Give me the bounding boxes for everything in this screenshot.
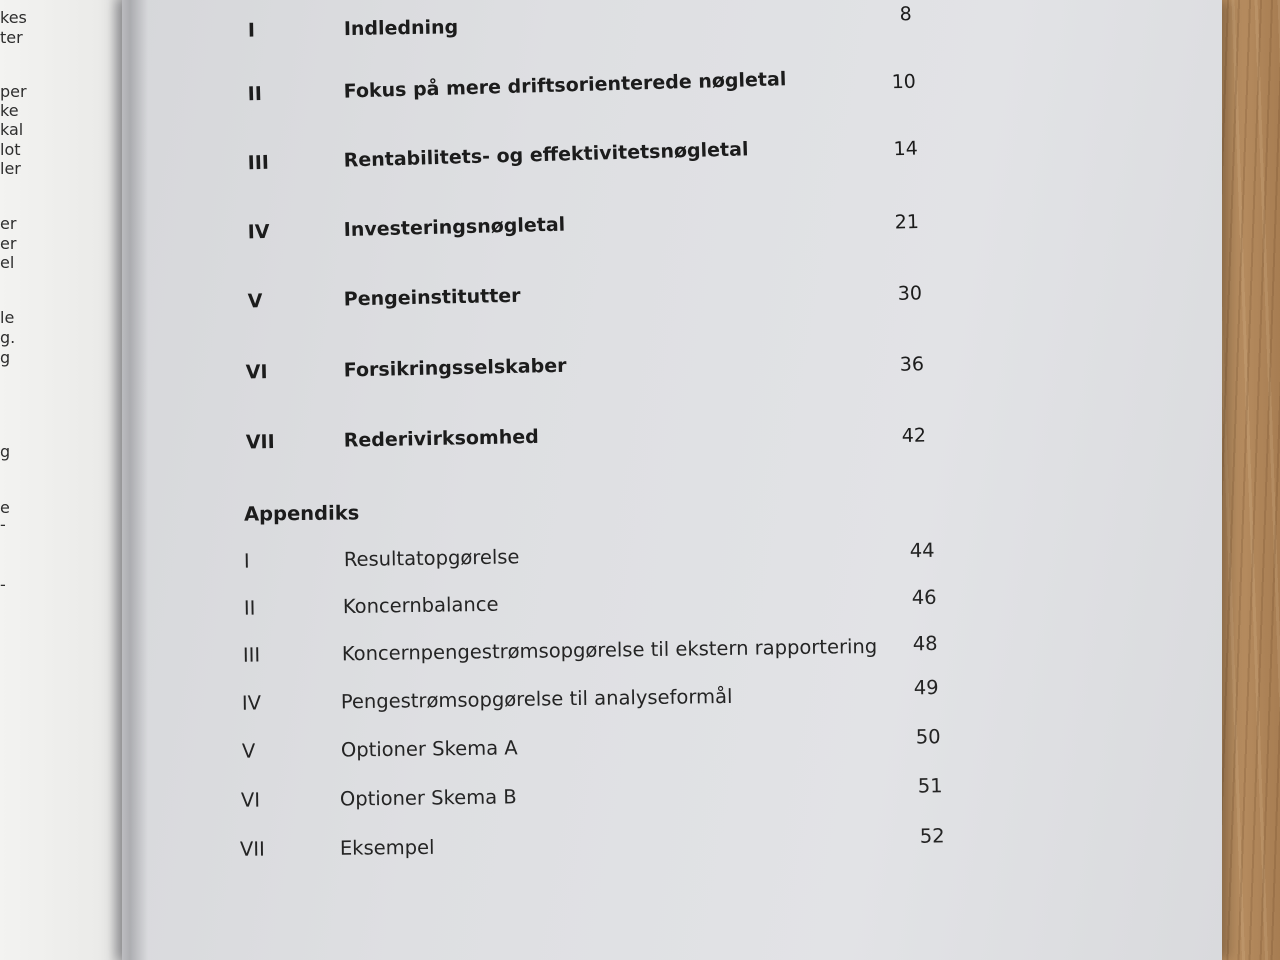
chapter-page-number: 10 bbox=[891, 70, 917, 94]
chapter-number: I bbox=[247, 19, 256, 42]
appendix-page-number: 44 bbox=[909, 538, 935, 563]
left-page-fragment: g bbox=[0, 348, 11, 367]
left-page-fragment: per bbox=[0, 82, 27, 101]
appendix-heading: Appendiks bbox=[243, 501, 360, 526]
appendix-title: Optioner Skema B bbox=[339, 785, 517, 811]
toc-appendix-row bbox=[122, 630, 1222, 667]
left-page-fragment: ler bbox=[0, 159, 21, 178]
left-page-fragment: ke bbox=[0, 101, 19, 120]
left-page-fragment: lot bbox=[0, 140, 21, 159]
left-page-fragment: e bbox=[0, 498, 10, 517]
toc-chapter-row bbox=[122, 3, 1222, 42]
appendix-page-number: 51 bbox=[917, 774, 943, 798]
appendix-title: Eksempel bbox=[339, 835, 435, 860]
chapter-page-number: 36 bbox=[899, 353, 925, 376]
appendix-number: III bbox=[242, 643, 261, 667]
appendix-number: IV bbox=[241, 691, 262, 715]
left-page-fragment: kes bbox=[0, 8, 27, 27]
left-page-fragment: - bbox=[0, 575, 6, 594]
appendix-title: Optioner Skema A bbox=[340, 736, 518, 762]
left-page-fragment: g. bbox=[0, 328, 16, 347]
appendix-page-number: 52 bbox=[919, 824, 945, 848]
toc-appendix-row bbox=[122, 581, 1222, 620]
left-page-fragment: - bbox=[0, 515, 6, 534]
appendix-number: I bbox=[243, 549, 250, 573]
chapter-page-number: 30 bbox=[897, 282, 923, 305]
toc-appendix-row bbox=[122, 534, 1222, 573]
chapter-page-number: 42 bbox=[901, 424, 927, 447]
appendix-number: VI bbox=[240, 788, 261, 812]
appendix-number: II bbox=[243, 596, 256, 620]
chapter-title: Rederivirksomhed bbox=[343, 425, 539, 452]
appendix-title: Pengestrømsopgørelse til analyseformål bbox=[340, 684, 733, 714]
toc-chapter-row bbox=[122, 413, 1221, 454]
chapter-title: Rentabilitets- og effektivitetsnøgletal bbox=[343, 138, 749, 172]
chapter-page-number: 14 bbox=[893, 137, 919, 161]
chapter-number: II bbox=[247, 82, 263, 106]
appendix-title: Koncernpengestrømsopgørelse til ekstern rapportering bbox=[341, 634, 878, 666]
appendix-page-number: 49 bbox=[913, 675, 939, 700]
chapter-number: IV bbox=[247, 220, 270, 244]
chapter-page-number: 21 bbox=[894, 210, 920, 234]
left-page-fragment: ter bbox=[0, 28, 23, 47]
chapter-title: Investeringsnøgletal bbox=[343, 213, 566, 242]
toc-appendix-row bbox=[122, 824, 1222, 861]
left-page-fragment: el bbox=[0, 253, 15, 272]
toc-chapter-row bbox=[122, 125, 1221, 175]
toc-appendix-row bbox=[122, 774, 1222, 812]
chapter-number: V bbox=[247, 290, 263, 313]
appendix-number: VII bbox=[239, 837, 265, 861]
toc-chapter-row bbox=[122, 341, 1221, 384]
toc-appendix-row bbox=[122, 725, 1222, 763]
left-page-fragment: er bbox=[0, 214, 17, 233]
left-page-fragment: er bbox=[0, 234, 17, 253]
left-page-fragment: le bbox=[0, 308, 15, 327]
contents-page bbox=[122, 0, 1222, 960]
left-page-fragment: kal bbox=[0, 120, 24, 139]
chapter-page-number: 8 bbox=[899, 3, 912, 26]
chapter-title: Indledning bbox=[343, 16, 459, 41]
chapter-number: VII bbox=[245, 430, 275, 454]
toc-chapter-row bbox=[122, 198, 1221, 244]
appendix-number: V bbox=[241, 739, 256, 763]
appendix-page-number: 48 bbox=[912, 632, 938, 656]
chapter-title: Fokus på mere driftsorienterede nøgletal bbox=[343, 68, 787, 103]
chapter-number: III bbox=[247, 151, 270, 175]
appendix-title: Koncernbalance bbox=[342, 592, 499, 619]
appendix-page-number: 46 bbox=[911, 585, 937, 610]
toc-chapter-row bbox=[122, 270, 1221, 313]
chapter-number: VI bbox=[245, 361, 268, 384]
toc-chapter-row bbox=[122, 56, 1221, 106]
left-page-fragment: g bbox=[0, 442, 11, 461]
toc-appendix-row bbox=[122, 675, 1222, 715]
appendix-page-number: 50 bbox=[915, 725, 941, 749]
book-gutter-shadow bbox=[108, 0, 148, 960]
chapter-title: Forsikringsselskaber bbox=[343, 354, 567, 382]
chapter-title: Pengeinstitutter bbox=[343, 284, 521, 311]
appendix-title: Resultatopgørelse bbox=[343, 545, 520, 572]
